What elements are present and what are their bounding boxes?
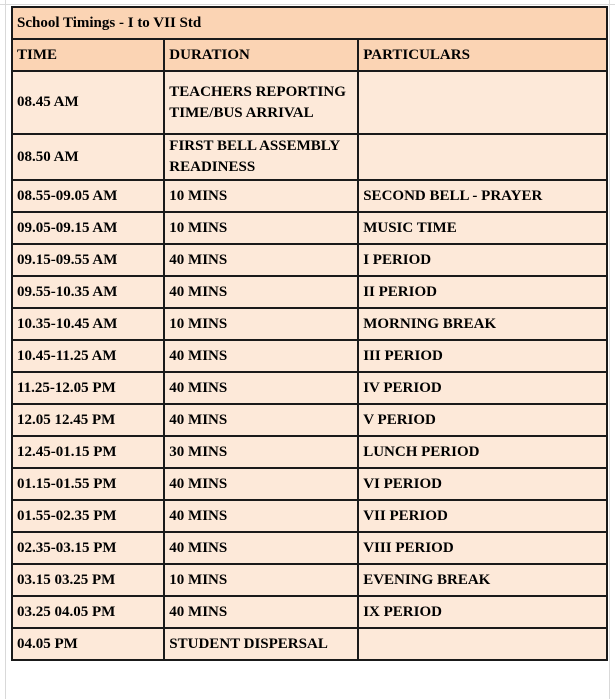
table-row	[12, 134, 607, 180]
duration-cell[interactable]: 10 MINS	[164, 564, 358, 596]
particulars-cell[interactable]: VIII PERIOD	[358, 532, 607, 564]
table-row	[12, 404, 607, 436]
time-cell[interactable]: 10.35-10.45 AM	[12, 308, 164, 340]
particulars-cell[interactable]: V PERIOD	[358, 404, 607, 436]
table-row	[12, 532, 607, 564]
particulars-cell[interactable]: VI PERIOD	[358, 468, 607, 500]
duration-cell[interactable]: 10 MINS	[164, 180, 358, 212]
particulars-cell[interactable]: II PERIOD	[358, 276, 607, 308]
time-cell[interactable]: 03.25 04.05 PM	[12, 596, 164, 628]
table-row	[12, 372, 607, 404]
particulars-cell[interactable]: EVENING BREAK	[358, 564, 607, 596]
table-row	[12, 308, 607, 340]
duration-cell[interactable]: 40 MINS	[164, 372, 358, 404]
table-row	[12, 596, 607, 628]
time-cell[interactable]: 09.15-09.55 AM	[12, 244, 164, 276]
time-cell[interactable]: 12.45-01.15 PM	[12, 436, 164, 468]
particulars-cell[interactable]: IV PERIOD	[358, 372, 607, 404]
table-row	[12, 436, 607, 468]
particulars-cell[interactable]	[358, 628, 607, 660]
duration-cell[interactable]: 10 MINS	[164, 212, 358, 244]
sheet-gridline	[0, 4, 615, 5]
particulars-cell[interactable]: VII PERIOD	[358, 500, 607, 532]
time-cell[interactable]: 09.55-10.35 AM	[12, 276, 164, 308]
time-cell[interactable]: 08.45 AM	[12, 71, 164, 134]
particulars-cell[interactable]: III PERIOD	[358, 340, 607, 372]
school-timings-table	[11, 6, 608, 661]
table-row	[12, 212, 607, 244]
table-row	[12, 340, 607, 372]
duration-cell[interactable]: 40 MINS	[164, 244, 358, 276]
time-cell[interactable]: 11.25-12.05 PM	[12, 372, 164, 404]
time-cell[interactable]: 02.35-03.15 PM	[12, 532, 164, 564]
duration-cell[interactable]: STUDENT DISPERSAL	[164, 628, 358, 660]
duration-cell[interactable]: 10 MINS	[164, 308, 358, 340]
duration-cell[interactable]: 30 MINS	[164, 436, 358, 468]
time-cell[interactable]: 03.15 03.25 PM	[12, 564, 164, 596]
duration-cell[interactable]: 40 MINS	[164, 340, 358, 372]
time-cell[interactable]: 12.05 12.45 PM	[12, 404, 164, 436]
particulars-cell[interactable]	[358, 71, 607, 134]
duration-cell[interactable]: 40 MINS	[164, 468, 358, 500]
particulars-cell[interactable]: MUSIC TIME	[358, 212, 607, 244]
table-row	[12, 564, 607, 596]
duration-cell[interactable]: FIRST BELL ASSEMBLY READINESS	[164, 134, 358, 180]
duration-cell[interactable]: TEACHERS REPORTING TIME/BUS ARRIVAL	[164, 71, 358, 134]
table-row	[12, 180, 607, 212]
duration-cell[interactable]: 40 MINS	[164, 276, 358, 308]
duration-cell[interactable]: 40 MINS	[164, 404, 358, 436]
title-row	[12, 7, 607, 39]
table-row	[12, 500, 607, 532]
duration-cell[interactable]: 40 MINS	[164, 532, 358, 564]
duration-cell[interactable]: 40 MINS	[164, 596, 358, 628]
time-cell[interactable]: 08.55-09.05 AM	[12, 180, 164, 212]
time-cell[interactable]: 01.55-02.35 PM	[12, 500, 164, 532]
time-cell[interactable]: 01.15-01.55 PM	[12, 468, 164, 500]
duration-cell[interactable]: 40 MINS	[164, 500, 358, 532]
table-row	[12, 628, 607, 660]
time-cell[interactable]: 08.50 AM	[12, 134, 164, 180]
time-cell[interactable]: 10.45-11.25 AM	[12, 340, 164, 372]
particulars-cell[interactable]: LUNCH PERIOD	[358, 436, 607, 468]
table-row	[12, 244, 607, 276]
header-duration[interactable]: DURATION	[164, 39, 358, 71]
particulars-cell[interactable]: SECOND BELL - PRAYER	[358, 180, 607, 212]
time-cell[interactable]: 04.05 PM	[12, 628, 164, 660]
particulars-cell[interactable]	[358, 134, 607, 180]
particulars-cell[interactable]: IX PERIOD	[358, 596, 607, 628]
table-row	[12, 276, 607, 308]
sheet-gridline	[5, 0, 6, 699]
particulars-cell[interactable]: I PERIOD	[358, 244, 607, 276]
header-row	[12, 39, 607, 71]
table-title[interactable]: School Timings - I to VII Std	[12, 7, 607, 39]
header-time[interactable]: TIME	[12, 39, 164, 71]
time-cell[interactable]: 09.05-09.15 AM	[12, 212, 164, 244]
header-particulars[interactable]: PARTICULARS	[358, 39, 607, 71]
particulars-cell[interactable]: MORNING BREAK	[358, 308, 607, 340]
table-row	[12, 71, 607, 134]
sheet-gridline	[609, 0, 610, 699]
table-row	[12, 468, 607, 500]
